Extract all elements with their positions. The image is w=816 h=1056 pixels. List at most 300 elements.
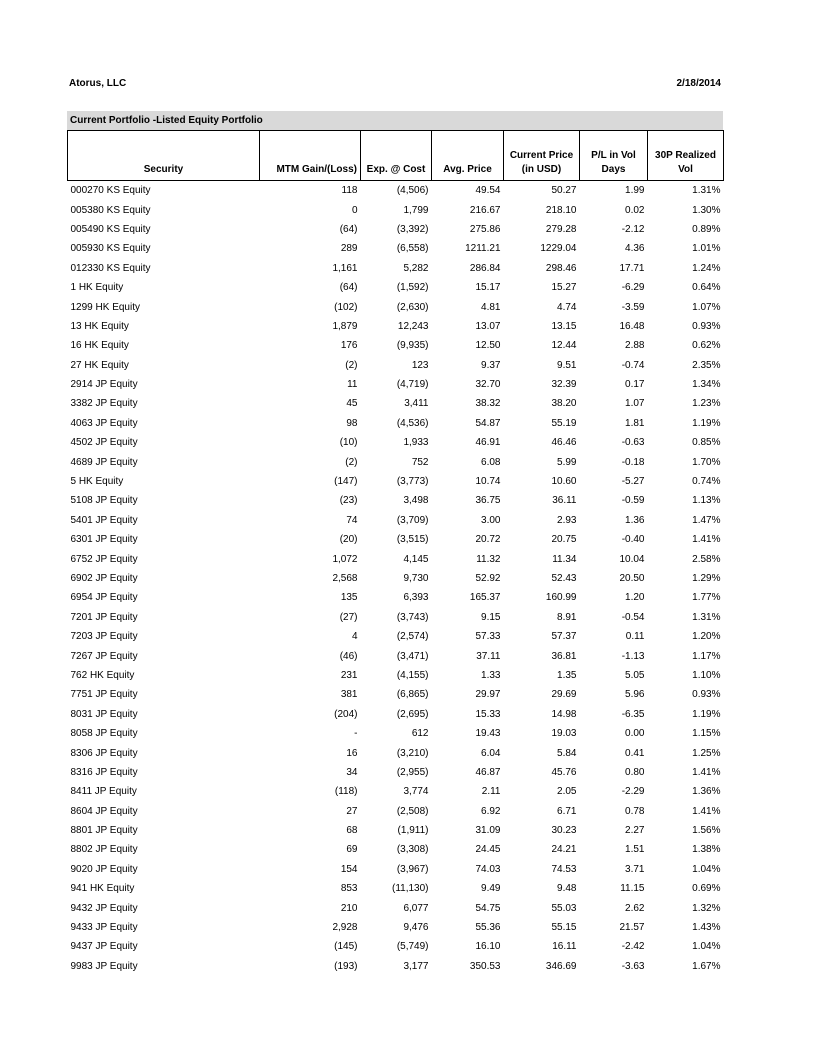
realized-vol-cell: 1.20% bbox=[692, 631, 721, 643]
exp-at-cost-cell: (1,911) bbox=[397, 825, 429, 837]
current-price-cell: 36.11 bbox=[552, 495, 577, 507]
current-price-cell: 57.37 bbox=[551, 631, 577, 643]
avg-price-cell: 49.54 bbox=[475, 185, 501, 197]
avg-price-cell: 1.33 bbox=[481, 669, 501, 681]
company-name: Atorus, LLC bbox=[69, 78, 127, 89]
exp-at-cost-cell: (9,935) bbox=[396, 340, 429, 352]
current-price-cell: 38.20 bbox=[551, 398, 577, 410]
pl-vol-days-cell: 2.88 bbox=[625, 340, 645, 352]
exp-at-cost-cell: 3,177 bbox=[403, 960, 429, 972]
table-row bbox=[68, 181, 724, 201]
pl-vol-days-cell: -5.27 bbox=[621, 476, 645, 488]
exp-at-cost-cell: (6,558) bbox=[396, 243, 429, 255]
table-row bbox=[68, 530, 724, 549]
mtm-gain-loss-cell: 11 bbox=[347, 379, 358, 391]
current-price-cell: 218.10 bbox=[545, 204, 577, 216]
mtm-gain-loss-cell: 135 bbox=[340, 592, 358, 604]
exp-at-cost-cell: 612 bbox=[411, 728, 429, 740]
table-row bbox=[68, 646, 724, 665]
exp-at-cost-cell: (1,592) bbox=[396, 282, 429, 294]
current-price-cell: 6.71 bbox=[557, 805, 577, 817]
exp-at-cost-cell: (3,743) bbox=[396, 611, 429, 623]
current-price-cell: 45.76 bbox=[551, 766, 577, 778]
realized-vol-cell: 1.19% bbox=[692, 417, 721, 429]
table-row bbox=[68, 802, 724, 821]
avg-price-cell: 46.91 bbox=[475, 437, 501, 449]
pl-vol-days-cell: 1.51 bbox=[625, 844, 645, 856]
realized-vol-cell: 0.85% bbox=[692, 437, 721, 449]
security-cell: 005380 KS Equity bbox=[70, 204, 151, 216]
avg-price-cell: 54.87 bbox=[475, 417, 501, 429]
exp-at-cost-cell: (3,210) bbox=[396, 747, 429, 759]
avg-price-cell: 74.03 bbox=[475, 863, 501, 875]
pl-vol-days-cell: -6.29 bbox=[621, 282, 645, 294]
realized-vol-cell: 1.36% bbox=[692, 786, 721, 798]
exp-at-cost-cell: (2,574) bbox=[396, 631, 429, 643]
current-price-cell: 346.69 bbox=[545, 960, 577, 972]
current-price-cell: 50.27 bbox=[551, 185, 577, 197]
table-body bbox=[68, 181, 724, 977]
portfolio-table bbox=[67, 130, 724, 976]
avg-price-cell: 12.50 bbox=[475, 340, 501, 352]
exp-at-cost-cell: 9,476 bbox=[403, 922, 429, 934]
realized-vol-cell: 1.41% bbox=[692, 766, 721, 778]
mtm-gain-loss-cell: (118) bbox=[334, 786, 358, 798]
table-row bbox=[68, 220, 724, 239]
mtm-gain-loss-cell: 1,879 bbox=[332, 320, 358, 332]
current-price-cell: 36.81 bbox=[551, 650, 577, 662]
avg-price-cell: 38.32 bbox=[475, 398, 501, 410]
pl-vol-days-cell: 0.02 bbox=[625, 204, 645, 216]
table-row bbox=[68, 472, 724, 491]
exp-at-cost-cell: (2,955) bbox=[396, 766, 429, 778]
mtm-gain-loss-cell: (2) bbox=[345, 456, 358, 468]
pl-vol-days-cell: 0.78 bbox=[625, 805, 645, 817]
table-row bbox=[68, 879, 724, 898]
pl-vol-days-cell: 0.80 bbox=[625, 766, 645, 778]
avg-price-cell: 20.72 bbox=[475, 534, 501, 546]
realized-vol-cell: 2.58% bbox=[692, 553, 721, 565]
avg-price-cell: 32.70 bbox=[475, 379, 501, 391]
avg-price-cell: 13.07 bbox=[475, 320, 501, 332]
mtm-gain-loss-cell: (64) bbox=[339, 282, 358, 294]
mtm-gain-loss-cell: (64) bbox=[339, 223, 358, 235]
avg-price-cell: 275.86 bbox=[469, 223, 501, 235]
mtm-gain-loss-cell: (10) bbox=[339, 437, 358, 449]
security-cell: 27 HK Equity bbox=[70, 359, 129, 371]
current-price-cell: 29.69 bbox=[551, 689, 577, 701]
security-cell: 6301 JP Equity bbox=[70, 534, 138, 546]
mtm-gain-loss-cell: 118 bbox=[341, 185, 358, 197]
realized-vol-cell: 1.30% bbox=[692, 204, 721, 216]
avg-price-cell: 216.67 bbox=[469, 204, 501, 216]
realized-vol-cell: 0.93% bbox=[692, 689, 721, 701]
pl-vol-days-cell: -2.42 bbox=[621, 941, 645, 953]
mtm-gain-loss-cell: 1,161 bbox=[332, 262, 358, 274]
column-header-mtm-gain-loss: MTM Gain/(Loss) bbox=[260, 131, 361, 181]
pl-vol-days-cell: 20.50 bbox=[619, 573, 645, 584]
pl-vol-days-cell: 5.05 bbox=[625, 669, 645, 681]
mtm-gain-loss-cell: 4 bbox=[351, 631, 358, 643]
mtm-gain-loss-cell: 27 bbox=[346, 805, 358, 817]
security-cell: 5401 JP Equity bbox=[70, 514, 138, 526]
realized-vol-cell: 1.31% bbox=[692, 611, 721, 623]
avg-price-cell: 2.11 bbox=[481, 786, 501, 798]
avg-price-cell: 165.37 bbox=[469, 592, 501, 604]
current-price-cell: 55.19 bbox=[551, 417, 577, 429]
avg-price-cell: 29.97 bbox=[475, 689, 501, 701]
current-price-cell: 2.93 bbox=[557, 514, 577, 526]
pl-vol-days-cell: -0.63 bbox=[621, 437, 645, 449]
pl-vol-days-cell: 4.36 bbox=[625, 243, 645, 255]
table-header-row bbox=[68, 131, 724, 181]
mtm-gain-loss-cell: (193) bbox=[334, 960, 358, 972]
security-cell: 005930 KS Equity bbox=[70, 243, 151, 255]
mtm-gain-loss-cell: 45 bbox=[346, 398, 358, 410]
mtm-gain-loss-cell: (23) bbox=[339, 495, 358, 507]
current-price-cell: 9.48 bbox=[557, 883, 577, 895]
table-row bbox=[68, 898, 724, 917]
table-row bbox=[68, 588, 724, 607]
table-row bbox=[68, 433, 724, 452]
mtm-gain-loss-cell: (204) bbox=[334, 708, 358, 720]
security-cell: 8031 JP Equity bbox=[70, 708, 138, 720]
security-cell: 8411 JP Equity bbox=[70, 786, 137, 798]
realized-vol-cell: 1.07% bbox=[692, 301, 721, 313]
table-row bbox=[68, 200, 724, 219]
mtm-gain-loss-cell: 34 bbox=[346, 766, 358, 778]
current-price-cell: 4.74 bbox=[557, 301, 577, 313]
security-cell: 6954 JP Equity bbox=[70, 592, 138, 604]
column-header-exp-at-cost: Exp. @ Cost bbox=[361, 131, 432, 181]
pl-vol-days-cell: -2.12 bbox=[621, 223, 645, 235]
pl-vol-days-cell: 5.96 bbox=[625, 689, 645, 701]
pl-vol-days-cell: 16.48 bbox=[619, 320, 645, 332]
realized-vol-cell: 1.10% bbox=[692, 669, 721, 681]
table-row bbox=[68, 937, 724, 956]
current-price-cell: 55.15 bbox=[551, 922, 577, 934]
exp-at-cost-cell: 3,774 bbox=[403, 786, 429, 798]
avg-price-cell: 46.87 bbox=[475, 766, 501, 778]
security-cell: 7201 JP Equity bbox=[70, 611, 138, 623]
pl-vol-days-cell: -2.29 bbox=[621, 786, 645, 798]
mtm-gain-loss-cell: 231 bbox=[340, 669, 358, 681]
security-cell: 4063 JP Equity bbox=[70, 417, 138, 429]
realized-vol-cell: 1.41% bbox=[692, 534, 721, 546]
mtm-gain-loss-cell: 381 bbox=[340, 689, 358, 701]
avg-price-cell: 350.53 bbox=[469, 960, 501, 972]
mtm-gain-loss-cell: (145) bbox=[334, 941, 358, 953]
current-price-cell: 279.28 bbox=[545, 223, 577, 235]
table-row bbox=[68, 724, 724, 743]
current-price-cell: 1229.04 bbox=[540, 243, 577, 255]
avg-price-cell: 6.04 bbox=[481, 747, 501, 759]
mtm-gain-loss-cell: 2,568 bbox=[332, 573, 358, 584]
security-cell: 000270 KS Equity bbox=[70, 185, 151, 197]
mtm-gain-loss-cell: 16 bbox=[346, 747, 358, 759]
avg-price-cell: 19.43 bbox=[475, 728, 501, 740]
pl-vol-days-cell: 0.11 bbox=[625, 631, 645, 643]
section-title-bar bbox=[67, 111, 723, 130]
table-row bbox=[68, 918, 724, 937]
pl-vol-days-cell: -3.59 bbox=[621, 301, 645, 313]
exp-at-cost-cell: 6,393 bbox=[403, 592, 429, 604]
current-price-cell: 5.84 bbox=[557, 747, 577, 759]
avg-price-cell: 4.81 bbox=[481, 301, 501, 313]
current-price-cell: 9.51 bbox=[557, 359, 577, 371]
exp-at-cost-cell: 3,498 bbox=[403, 495, 429, 507]
realized-vol-cell: 1.32% bbox=[692, 902, 721, 914]
current-price-cell: 46.46 bbox=[551, 437, 577, 449]
exp-at-cost-cell: 5,282 bbox=[403, 262, 429, 274]
avg-price-cell: 9.15 bbox=[481, 611, 501, 623]
current-price-cell: 30.23 bbox=[551, 825, 577, 837]
realized-vol-cell: 1.41% bbox=[692, 805, 721, 817]
realized-vol-cell: 1.15% bbox=[692, 728, 721, 740]
mtm-gain-loss-cell: 0 bbox=[351, 204, 358, 216]
pl-vol-days-cell: 17.71 bbox=[619, 262, 645, 274]
security-cell: 13 HK Equity bbox=[70, 320, 129, 332]
current-price-cell: 14.98 bbox=[551, 708, 577, 720]
avg-price-cell: 286.84 bbox=[469, 262, 501, 274]
mtm-gain-loss-cell: 74 bbox=[346, 514, 358, 526]
current-price-cell: 5.99 bbox=[557, 456, 577, 468]
mtm-gain-loss-cell: 68 bbox=[346, 825, 358, 837]
exp-at-cost-cell: 6,077 bbox=[403, 902, 429, 914]
realized-vol-cell: 1.01% bbox=[692, 243, 721, 255]
realized-vol-cell: 1.31% bbox=[692, 185, 721, 197]
security-cell: 3382 JP Equity bbox=[70, 398, 138, 410]
avg-price-cell: 15.33 bbox=[475, 708, 501, 720]
report-date: 2/18/2014 bbox=[676, 78, 721, 89]
pl-vol-days-cell: 3.71 bbox=[625, 863, 645, 875]
table-row bbox=[68, 259, 724, 278]
exp-at-cost-cell: 4,145 bbox=[403, 553, 429, 565]
table-row bbox=[68, 491, 724, 510]
security-cell: 9983 JP Equity bbox=[70, 960, 138, 972]
mtm-gain-loss-cell: 289 bbox=[340, 243, 358, 255]
avg-price-cell: 9.49 bbox=[481, 883, 501, 895]
table-row bbox=[68, 239, 724, 258]
avg-price-cell: 16.10 bbox=[475, 941, 501, 953]
security-cell: 9020 JP Equity bbox=[70, 863, 138, 875]
realized-vol-cell: 1.17% bbox=[692, 650, 721, 662]
table-row bbox=[68, 317, 724, 336]
realized-vol-cell: 1.13% bbox=[692, 495, 721, 507]
exp-at-cost-cell: 12,243 bbox=[397, 320, 429, 332]
table-row bbox=[68, 278, 724, 297]
current-price-cell: 55.03 bbox=[551, 902, 577, 914]
exp-at-cost-cell: 9,730 bbox=[403, 573, 429, 584]
realized-vol-cell: 0.89% bbox=[692, 223, 721, 235]
column-header-pl-vol-days: P/L in Vol Days bbox=[580, 131, 648, 181]
mtm-gain-loss-cell: 2,928 bbox=[332, 922, 358, 934]
avg-price-cell: 37.11 bbox=[476, 650, 501, 662]
table-row bbox=[68, 511, 724, 530]
realized-vol-cell: 1.70% bbox=[692, 456, 721, 468]
table-row bbox=[68, 840, 724, 859]
pl-vol-days-cell: -0.40 bbox=[621, 534, 645, 546]
security-cell: 4502 JP Equity bbox=[70, 437, 138, 449]
column-header-realized-vol: 30P Realized Vol bbox=[648, 131, 724, 181]
table-row bbox=[68, 452, 724, 471]
table-row bbox=[68, 860, 724, 879]
table-row bbox=[68, 743, 724, 762]
security-cell: 4689 JP Equity bbox=[70, 456, 138, 468]
realized-vol-cell: 0.64% bbox=[692, 282, 721, 294]
exp-at-cost-cell: 123 bbox=[411, 359, 429, 371]
pl-vol-days-cell: 11.15 bbox=[620, 883, 645, 895]
current-price-cell: 19.03 bbox=[551, 728, 577, 740]
exp-at-cost-cell: 1,799 bbox=[403, 204, 429, 216]
current-price-cell: 20.75 bbox=[551, 534, 577, 546]
mtm-gain-loss-cell: 69 bbox=[346, 844, 358, 856]
exp-at-cost-cell: (5,749) bbox=[396, 941, 429, 953]
pl-vol-days-cell: 2.27 bbox=[625, 825, 645, 837]
mtm-gain-loss-cell: (46) bbox=[339, 650, 358, 662]
avg-price-cell: 24.45 bbox=[475, 844, 501, 856]
security-cell: 8058 JP Equity bbox=[70, 728, 138, 740]
mtm-gain-loss-cell: (147) bbox=[334, 476, 358, 488]
table-row bbox=[68, 705, 724, 724]
exp-at-cost-cell: 3,411 bbox=[404, 398, 429, 410]
mtm-gain-loss-cell: (2) bbox=[345, 359, 358, 371]
realized-vol-cell: 1.04% bbox=[692, 941, 721, 953]
current-price-cell: 24.21 bbox=[551, 844, 577, 856]
security-cell: 7267 JP Equity bbox=[70, 650, 138, 662]
mtm-gain-loss-cell: (102) bbox=[334, 301, 358, 313]
security-cell: 6902 JP Equity bbox=[70, 573, 138, 584]
exp-at-cost-cell: (3,308) bbox=[396, 844, 429, 856]
table-row bbox=[68, 957, 724, 976]
exp-at-cost-cell: (3,773) bbox=[396, 476, 429, 488]
security-cell: 8802 JP Equity bbox=[70, 844, 138, 856]
realized-vol-cell: 1.77% bbox=[692, 592, 721, 604]
exp-at-cost-cell: (3,392) bbox=[396, 223, 429, 235]
exp-at-cost-cell: (4,719) bbox=[396, 379, 429, 391]
pl-vol-days-cell: 1.20 bbox=[625, 592, 645, 604]
table-row bbox=[68, 414, 724, 433]
realized-vol-cell: 1.34% bbox=[692, 379, 721, 391]
security-cell: 2914 JP Equity bbox=[70, 379, 138, 391]
current-price-cell: 160.99 bbox=[545, 592, 577, 604]
security-cell: 9437 JP Equity bbox=[70, 941, 138, 953]
mtm-gain-loss-cell: 1,072 bbox=[332, 553, 358, 565]
table-row bbox=[68, 685, 724, 704]
pl-vol-days-cell: 2.62 bbox=[625, 902, 645, 914]
realized-vol-cell: 2.35% bbox=[692, 359, 721, 371]
realized-vol-cell: 1.43% bbox=[692, 922, 721, 934]
pl-vol-days-cell: -0.59 bbox=[621, 495, 645, 507]
pl-vol-days-cell: 0.00 bbox=[625, 728, 645, 740]
mtm-gain-loss-cell: (27) bbox=[339, 611, 358, 623]
pl-vol-days-cell: 10.04 bbox=[619, 553, 645, 565]
mtm-gain-loss-cell: (20) bbox=[339, 534, 358, 546]
avg-price-cell: 10.74 bbox=[475, 476, 501, 488]
avg-price-cell: 1211.21 bbox=[465, 243, 501, 255]
pl-vol-days-cell: 1.81 bbox=[625, 417, 645, 429]
exp-at-cost-cell: (2,508) bbox=[396, 805, 429, 817]
exp-at-cost-cell: (4,536) bbox=[396, 417, 429, 429]
avg-price-cell: 6.08 bbox=[481, 456, 501, 468]
section-title: Current Portfolio -Listed Equity Portfolio bbox=[70, 115, 263, 126]
current-price-cell: 8.91 bbox=[557, 611, 577, 623]
current-price-cell: 12.44 bbox=[551, 340, 577, 352]
pl-vol-days-cell: 1.99 bbox=[625, 185, 645, 197]
realized-vol-cell: 1.47% bbox=[692, 514, 721, 526]
security-cell: 8306 JP Equity bbox=[70, 747, 138, 759]
realized-vol-cell: 1.25% bbox=[692, 747, 721, 759]
current-price-cell: 52.43 bbox=[551, 573, 577, 584]
security-cell: 6752 JP Equity bbox=[70, 553, 138, 565]
current-price-cell: 13.15 bbox=[551, 320, 577, 332]
mtm-gain-loss-cell: - bbox=[354, 728, 358, 740]
table-row bbox=[68, 782, 724, 801]
avg-price-cell: 36.75 bbox=[475, 495, 501, 507]
avg-price-cell: 3.00 bbox=[481, 514, 501, 526]
security-cell: 5108 JP Equity bbox=[70, 495, 138, 507]
security-cell: 7203 JP Equity bbox=[70, 631, 138, 643]
exp-at-cost-cell: (6,865) bbox=[396, 689, 429, 701]
table-row bbox=[68, 394, 724, 413]
table-row bbox=[68, 763, 724, 782]
security-cell: 5 HK Equity bbox=[70, 476, 124, 488]
pl-vol-days-cell: -6.35 bbox=[621, 708, 645, 720]
security-cell: 9433 JP Equity bbox=[70, 922, 138, 934]
mtm-gain-loss-cell: 853 bbox=[340, 883, 358, 895]
table-row bbox=[68, 549, 724, 568]
pl-vol-days-cell: -3.63 bbox=[621, 960, 645, 972]
table-row bbox=[68, 666, 724, 685]
table-row bbox=[68, 569, 724, 588]
realized-vol-cell: 1.24% bbox=[692, 262, 721, 274]
current-price-cell: 298.46 bbox=[545, 262, 577, 274]
security-cell: 1 HK Equity bbox=[70, 282, 124, 294]
avg-price-cell: 57.33 bbox=[475, 631, 501, 643]
exp-at-cost-cell: (3,709) bbox=[396, 514, 429, 526]
pl-vol-days-cell: 0.41 bbox=[625, 747, 645, 759]
exp-at-cost-cell: (4,155) bbox=[396, 669, 429, 681]
security-cell: 762 HK Equity bbox=[70, 669, 135, 681]
realized-vol-cell: 1.29% bbox=[692, 573, 721, 584]
avg-price-cell: 9.37 bbox=[481, 359, 501, 371]
exp-at-cost-cell: 1,933 bbox=[403, 437, 429, 449]
security-cell: 16 HK Equity bbox=[70, 340, 129, 352]
current-price-cell: 2.05 bbox=[557, 786, 577, 798]
realized-vol-cell: 1.38% bbox=[692, 844, 721, 856]
exp-at-cost-cell: (2,630) bbox=[396, 301, 429, 313]
realized-vol-cell: 1.56% bbox=[692, 825, 721, 837]
column-header-security: Security bbox=[68, 131, 260, 181]
exp-at-cost-cell: (2,695) bbox=[396, 708, 429, 720]
current-price-cell: 11.34 bbox=[552, 553, 577, 565]
security-cell: 8316 JP Equity bbox=[70, 766, 138, 778]
security-cell: 8604 JP Equity bbox=[70, 805, 138, 817]
realized-vol-cell: 0.74% bbox=[692, 476, 721, 488]
exp-at-cost-cell: (11,130) bbox=[391, 883, 429, 895]
avg-price-cell: 55.36 bbox=[475, 922, 501, 934]
realized-vol-cell: 0.69% bbox=[692, 883, 721, 895]
avg-price-cell: 54.75 bbox=[475, 902, 501, 914]
current-price-cell: 32.39 bbox=[551, 379, 577, 391]
exp-at-cost-cell: 752 bbox=[411, 456, 429, 468]
realized-vol-cell: 1.19% bbox=[692, 708, 721, 720]
column-header-avg-price: Avg. Price bbox=[432, 131, 504, 181]
table-row bbox=[68, 375, 724, 394]
table-row bbox=[68, 297, 724, 316]
avg-price-cell: 11.32 bbox=[476, 553, 501, 565]
avg-price-cell: 31.09 bbox=[475, 825, 501, 837]
